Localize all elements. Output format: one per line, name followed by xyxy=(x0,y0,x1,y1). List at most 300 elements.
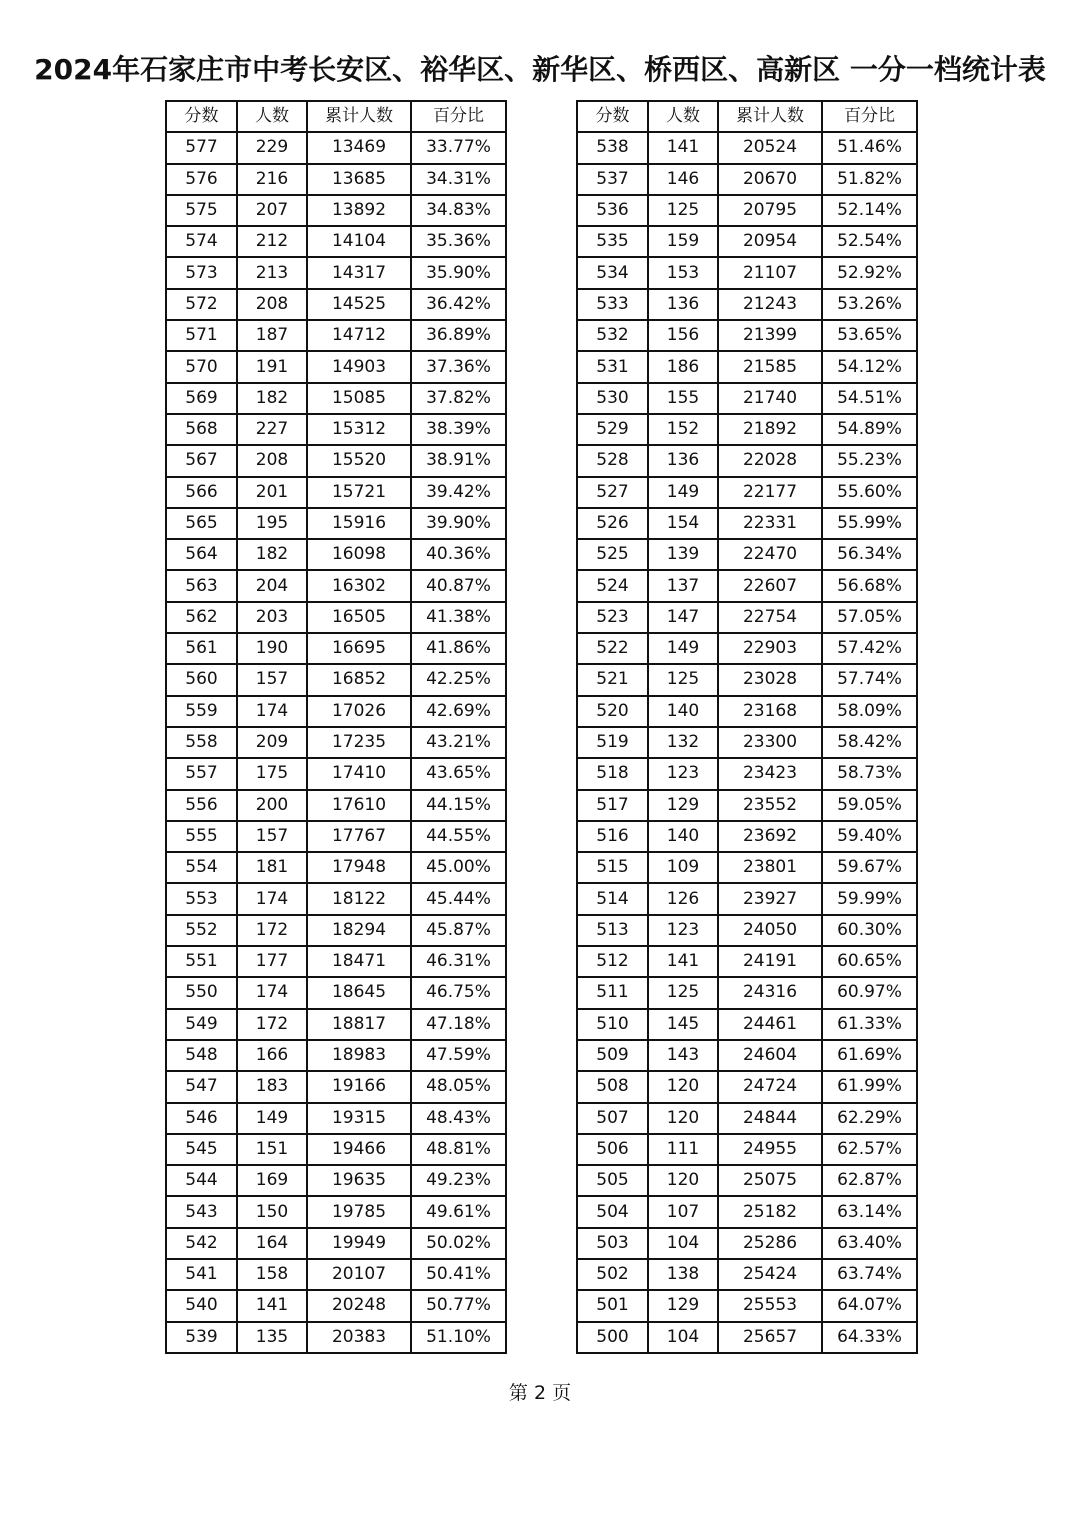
cell-percent: 58.42% xyxy=(822,727,917,758)
cell-score: 505 xyxy=(577,1165,648,1196)
cell-cumulative: 24724 xyxy=(718,1071,822,1102)
cell-cumulative: 18294 xyxy=(307,915,411,946)
cell-count: 227 xyxy=(237,414,307,445)
cell-score: 563 xyxy=(166,570,237,601)
table-row xyxy=(577,977,917,1008)
table-row xyxy=(166,257,506,288)
cell-count: 166 xyxy=(237,1040,307,1071)
cell-cumulative: 20383 xyxy=(307,1322,411,1353)
cell-score: 525 xyxy=(577,539,648,570)
cell-count: 141 xyxy=(648,132,718,163)
cell-cumulative: 16852 xyxy=(307,664,411,695)
header-count: 人数 xyxy=(237,101,307,132)
cell-score: 557 xyxy=(166,758,237,789)
cell-cumulative: 16695 xyxy=(307,633,411,664)
cell-cumulative: 23028 xyxy=(718,664,822,695)
table-row xyxy=(577,1009,917,1040)
table-row xyxy=(577,915,917,946)
cell-percent: 51.82% xyxy=(822,164,917,195)
cell-count: 183 xyxy=(237,1071,307,1102)
cell-count: 158 xyxy=(237,1259,307,1290)
table-row xyxy=(166,821,506,852)
cell-percent: 59.67% xyxy=(822,852,917,883)
cell-percent: 36.42% xyxy=(411,289,506,320)
table-row xyxy=(577,633,917,664)
cell-score: 517 xyxy=(577,790,648,821)
cell-percent: 43.21% xyxy=(411,727,506,758)
cell-score: 576 xyxy=(166,164,237,195)
cell-count: 208 xyxy=(237,445,307,476)
header-percent: 百分比 xyxy=(411,101,506,132)
cell-cumulative: 25286 xyxy=(718,1228,822,1259)
cell-percent: 56.68% xyxy=(822,570,917,601)
cell-percent: 34.83% xyxy=(411,195,506,226)
cell-cumulative: 25182 xyxy=(718,1196,822,1227)
cell-cumulative: 21892 xyxy=(718,414,822,445)
table-row xyxy=(166,570,506,601)
table-row xyxy=(166,477,506,508)
cell-score: 503 xyxy=(577,1228,648,1259)
cell-score: 512 xyxy=(577,946,648,977)
cell-cumulative: 23300 xyxy=(718,727,822,758)
cell-score: 545 xyxy=(166,1134,237,1165)
page-number: 第 2 页 xyxy=(508,1382,572,1404)
cell-score: 552 xyxy=(166,915,237,946)
cell-score: 564 xyxy=(166,539,237,570)
cell-count: 209 xyxy=(237,727,307,758)
cell-cumulative: 19166 xyxy=(307,1071,411,1102)
cell-count: 120 xyxy=(648,1103,718,1134)
table-row xyxy=(166,508,506,539)
cell-percent: 61.99% xyxy=(822,1071,917,1102)
cell-cumulative: 22903 xyxy=(718,633,822,664)
cell-percent: 55.60% xyxy=(822,477,917,508)
cell-percent: 62.29% xyxy=(822,1103,917,1134)
cell-percent: 61.69% xyxy=(822,1040,917,1071)
cell-percent: 60.30% xyxy=(822,915,917,946)
cell-cumulative: 17948 xyxy=(307,852,411,883)
cell-score: 509 xyxy=(577,1040,648,1071)
cell-percent: 37.82% xyxy=(411,383,506,414)
table-row xyxy=(577,1228,917,1259)
cell-score: 551 xyxy=(166,946,237,977)
cell-count: 195 xyxy=(237,508,307,539)
cell-cumulative: 18122 xyxy=(307,883,411,914)
cell-percent: 52.54% xyxy=(822,226,917,257)
cell-count: 126 xyxy=(648,883,718,914)
cell-percent: 55.23% xyxy=(822,445,917,476)
cell-score: 500 xyxy=(577,1322,648,1353)
cell-cumulative: 18817 xyxy=(307,1009,411,1040)
table-row xyxy=(166,1071,506,1102)
table-row xyxy=(577,946,917,977)
cell-cumulative: 16098 xyxy=(307,539,411,570)
table-row xyxy=(577,664,917,695)
table-row xyxy=(577,602,917,633)
cell-percent: 38.91% xyxy=(411,445,506,476)
cell-cumulative: 14903 xyxy=(307,351,411,382)
cell-percent: 63.14% xyxy=(822,1196,917,1227)
cell-cumulative: 13469 xyxy=(307,132,411,163)
cell-percent: 35.90% xyxy=(411,257,506,288)
cell-percent: 54.89% xyxy=(822,414,917,445)
cell-score: 529 xyxy=(577,414,648,445)
cell-cumulative: 23801 xyxy=(718,852,822,883)
cell-percent: 54.51% xyxy=(822,383,917,414)
cell-cumulative: 22331 xyxy=(718,508,822,539)
cell-score: 559 xyxy=(166,696,237,727)
table-row xyxy=(166,727,506,758)
table-header-row xyxy=(577,101,917,132)
table-row xyxy=(577,1290,917,1321)
cell-percent: 36.89% xyxy=(411,320,506,351)
cell-score: 542 xyxy=(166,1228,237,1259)
table-row xyxy=(166,1134,506,1165)
cell-cumulative: 22754 xyxy=(718,602,822,633)
cell-cumulative: 20954 xyxy=(718,226,822,257)
cell-percent: 54.12% xyxy=(822,351,917,382)
table-row xyxy=(166,383,506,414)
cell-cumulative: 23423 xyxy=(718,758,822,789)
cell-count: 174 xyxy=(237,977,307,1008)
cell-cumulative: 18471 xyxy=(307,946,411,977)
cell-percent: 37.36% xyxy=(411,351,506,382)
cell-score: 526 xyxy=(577,508,648,539)
table-row xyxy=(577,132,917,163)
cell-count: 129 xyxy=(648,1290,718,1321)
cell-percent: 63.74% xyxy=(822,1259,917,1290)
cell-percent: 59.05% xyxy=(822,790,917,821)
cell-count: 201 xyxy=(237,477,307,508)
table-row xyxy=(577,320,917,351)
cell-score: 501 xyxy=(577,1290,648,1321)
cell-count: 174 xyxy=(237,883,307,914)
cell-score: 572 xyxy=(166,289,237,320)
cell-percent: 60.97% xyxy=(822,977,917,1008)
cell-count: 204 xyxy=(237,570,307,601)
cell-percent: 48.05% xyxy=(411,1071,506,1102)
table-row xyxy=(577,1165,917,1196)
cell-score: 533 xyxy=(577,289,648,320)
cell-count: 186 xyxy=(648,351,718,382)
table-row xyxy=(577,758,917,789)
cell-score: 523 xyxy=(577,602,648,633)
cell-percent: 38.39% xyxy=(411,414,506,445)
cell-percent: 50.77% xyxy=(411,1290,506,1321)
page-title: 2024年石家庄市中考长安区、裕华区、新华区、桥西区、高新区 一分一档统计表 xyxy=(34,53,1046,86)
cell-cumulative: 18983 xyxy=(307,1040,411,1071)
cell-percent: 62.87% xyxy=(822,1165,917,1196)
cell-count: 229 xyxy=(237,132,307,163)
cell-cumulative: 15721 xyxy=(307,477,411,508)
cell-count: 141 xyxy=(237,1290,307,1321)
cell-percent: 53.65% xyxy=(822,320,917,351)
cell-score: 549 xyxy=(166,1009,237,1040)
cell-percent: 44.15% xyxy=(411,790,506,821)
cell-percent: 35.36% xyxy=(411,226,506,257)
cell-count: 153 xyxy=(648,257,718,288)
table-row xyxy=(577,508,917,539)
table-row xyxy=(166,289,506,320)
cell-count: 123 xyxy=(648,915,718,946)
cell-cumulative: 20107 xyxy=(307,1259,411,1290)
cell-percent: 60.65% xyxy=(822,946,917,977)
cell-percent: 57.05% xyxy=(822,602,917,633)
cell-count: 123 xyxy=(648,758,718,789)
cell-percent: 52.92% xyxy=(822,257,917,288)
cell-score: 536 xyxy=(577,195,648,226)
cell-percent: 40.36% xyxy=(411,539,506,570)
table-row xyxy=(577,1196,917,1227)
cell-score: 535 xyxy=(577,226,648,257)
cell-score: 519 xyxy=(577,727,648,758)
cell-count: 212 xyxy=(237,226,307,257)
cell-cumulative: 14104 xyxy=(307,226,411,257)
cell-percent: 42.25% xyxy=(411,664,506,695)
cell-count: 175 xyxy=(237,758,307,789)
table-row xyxy=(166,195,506,226)
cell-count: 143 xyxy=(648,1040,718,1071)
table-row xyxy=(166,977,506,1008)
cell-count: 129 xyxy=(648,790,718,821)
cell-count: 104 xyxy=(648,1228,718,1259)
cell-count: 169 xyxy=(237,1165,307,1196)
cell-percent: 64.07% xyxy=(822,1290,917,1321)
cell-percent: 45.87% xyxy=(411,915,506,946)
cell-score: 524 xyxy=(577,570,648,601)
cell-score: 528 xyxy=(577,445,648,476)
cell-percent: 43.65% xyxy=(411,758,506,789)
cell-score: 558 xyxy=(166,727,237,758)
cell-cumulative: 20795 xyxy=(718,195,822,226)
header-cumulative: 累计人数 xyxy=(307,101,411,132)
cell-cumulative: 17610 xyxy=(307,790,411,821)
cell-score: 562 xyxy=(166,602,237,633)
table-row xyxy=(166,539,506,570)
cell-cumulative: 21243 xyxy=(718,289,822,320)
cell-score: 548 xyxy=(166,1040,237,1071)
cell-count: 136 xyxy=(648,289,718,320)
cell-count: 146 xyxy=(648,164,718,195)
cell-cumulative: 19466 xyxy=(307,1134,411,1165)
cell-cumulative: 21585 xyxy=(718,351,822,382)
cell-count: 177 xyxy=(237,946,307,977)
cell-score: 511 xyxy=(577,977,648,1008)
cell-score: 508 xyxy=(577,1071,648,1102)
table-row xyxy=(166,790,506,821)
cell-cumulative: 16505 xyxy=(307,602,411,633)
cell-percent: 61.33% xyxy=(822,1009,917,1040)
cell-score: 554 xyxy=(166,852,237,883)
cell-score: 518 xyxy=(577,758,648,789)
cell-percent: 59.99% xyxy=(822,883,917,914)
cell-cumulative: 15916 xyxy=(307,508,411,539)
table-row xyxy=(166,226,506,257)
cell-score: 520 xyxy=(577,696,648,727)
cell-cumulative: 23168 xyxy=(718,696,822,727)
table-row xyxy=(577,445,917,476)
cell-count: 213 xyxy=(237,257,307,288)
cell-cumulative: 19785 xyxy=(307,1196,411,1227)
table-row xyxy=(577,414,917,445)
table-row xyxy=(577,696,917,727)
cell-cumulative: 13685 xyxy=(307,164,411,195)
table-row xyxy=(577,1259,917,1290)
cell-count: 140 xyxy=(648,696,718,727)
cell-count: 107 xyxy=(648,1196,718,1227)
cell-count: 154 xyxy=(648,508,718,539)
table-row xyxy=(577,852,917,883)
cell-percent: 44.55% xyxy=(411,821,506,852)
cell-score: 514 xyxy=(577,883,648,914)
cell-percent: 41.86% xyxy=(411,633,506,664)
cell-cumulative: 25657 xyxy=(718,1322,822,1353)
table-row xyxy=(166,414,506,445)
cell-percent: 51.46% xyxy=(822,132,917,163)
cell-score: 538 xyxy=(577,132,648,163)
cell-percent: 49.61% xyxy=(411,1196,506,1227)
cell-count: 182 xyxy=(237,539,307,570)
table-row xyxy=(577,1134,917,1165)
cell-score: 571 xyxy=(166,320,237,351)
cell-count: 190 xyxy=(237,633,307,664)
cell-count: 111 xyxy=(648,1134,718,1165)
table-row xyxy=(166,633,506,664)
table-row xyxy=(577,195,917,226)
cell-percent: 49.23% xyxy=(411,1165,506,1196)
cell-count: 157 xyxy=(237,821,307,852)
cell-score: 569 xyxy=(166,383,237,414)
cell-score: 570 xyxy=(166,351,237,382)
cell-score: 530 xyxy=(577,383,648,414)
cell-cumulative: 23927 xyxy=(718,883,822,914)
cell-score: 566 xyxy=(166,477,237,508)
cell-count: 182 xyxy=(237,383,307,414)
cell-percent: 57.42% xyxy=(822,633,917,664)
cell-percent: 53.26% xyxy=(822,289,917,320)
table-row xyxy=(166,1228,506,1259)
cell-score: 534 xyxy=(577,257,648,288)
cell-percent: 63.40% xyxy=(822,1228,917,1259)
table-row xyxy=(166,132,506,163)
cell-count: 120 xyxy=(648,1071,718,1102)
cell-score: 565 xyxy=(166,508,237,539)
cell-count: 135 xyxy=(237,1322,307,1353)
table-row xyxy=(166,1196,506,1227)
cell-cumulative: 25075 xyxy=(718,1165,822,1196)
header-percent: 百分比 xyxy=(822,101,917,132)
cell-percent: 48.43% xyxy=(411,1103,506,1134)
cell-cumulative: 24191 xyxy=(718,946,822,977)
cell-percent: 55.99% xyxy=(822,508,917,539)
table-row xyxy=(166,164,506,195)
table-row xyxy=(166,664,506,695)
cell-cumulative: 16302 xyxy=(307,570,411,601)
cell-score: 574 xyxy=(166,226,237,257)
score-table-left xyxy=(165,100,507,1354)
cell-cumulative: 14712 xyxy=(307,320,411,351)
cell-percent: 62.57% xyxy=(822,1134,917,1165)
table-row xyxy=(166,758,506,789)
cell-percent: 58.73% xyxy=(822,758,917,789)
table-row xyxy=(577,226,917,257)
cell-count: 132 xyxy=(648,727,718,758)
table-row xyxy=(577,164,917,195)
cell-count: 149 xyxy=(648,633,718,664)
cell-score: 561 xyxy=(166,633,237,664)
cell-percent: 47.59% xyxy=(411,1040,506,1071)
table-row xyxy=(166,852,506,883)
cell-cumulative: 15312 xyxy=(307,414,411,445)
header-cumulative: 累计人数 xyxy=(718,101,822,132)
cell-percent: 59.40% xyxy=(822,821,917,852)
cell-cumulative: 22028 xyxy=(718,445,822,476)
cell-count: 159 xyxy=(648,226,718,257)
cell-cumulative: 13892 xyxy=(307,195,411,226)
cell-score: 567 xyxy=(166,445,237,476)
cell-percent: 45.00% xyxy=(411,852,506,883)
cell-cumulative: 24844 xyxy=(718,1103,822,1134)
cell-percent: 42.69% xyxy=(411,696,506,727)
cell-cumulative: 22470 xyxy=(718,539,822,570)
cell-count: 149 xyxy=(237,1103,307,1134)
cell-percent: 57.74% xyxy=(822,664,917,695)
cell-percent: 34.31% xyxy=(411,164,506,195)
table-row xyxy=(166,445,506,476)
cell-score: 550 xyxy=(166,977,237,1008)
cell-cumulative: 22607 xyxy=(718,570,822,601)
cell-cumulative: 17235 xyxy=(307,727,411,758)
cell-count: 200 xyxy=(237,790,307,821)
table-row xyxy=(166,602,506,633)
cell-cumulative: 24050 xyxy=(718,915,822,946)
table-row xyxy=(577,383,917,414)
table-row xyxy=(577,883,917,914)
cell-count: 157 xyxy=(237,664,307,695)
cell-cumulative: 17026 xyxy=(307,696,411,727)
cell-percent: 39.90% xyxy=(411,508,506,539)
table-row xyxy=(166,915,506,946)
table-row xyxy=(577,1040,917,1071)
cell-count: 156 xyxy=(648,320,718,351)
cell-percent: 41.38% xyxy=(411,602,506,633)
cell-percent: 45.44% xyxy=(411,883,506,914)
cell-score: 568 xyxy=(166,414,237,445)
cell-percent: 39.42% xyxy=(411,477,506,508)
cell-score: 510 xyxy=(577,1009,648,1040)
cell-cumulative: 18645 xyxy=(307,977,411,1008)
cell-score: 539 xyxy=(166,1322,237,1353)
cell-cumulative: 22177 xyxy=(718,477,822,508)
cell-count: 187 xyxy=(237,320,307,351)
cell-cumulative: 21107 xyxy=(718,257,822,288)
table-row xyxy=(577,821,917,852)
cell-count: 147 xyxy=(648,602,718,633)
cell-score: 560 xyxy=(166,664,237,695)
cell-score: 516 xyxy=(577,821,648,852)
table-row xyxy=(577,539,917,570)
cell-count: 109 xyxy=(648,852,718,883)
cell-score: 531 xyxy=(577,351,648,382)
cell-percent: 50.02% xyxy=(411,1228,506,1259)
cell-count: 164 xyxy=(237,1228,307,1259)
table-row xyxy=(577,1322,917,1353)
cell-score: 532 xyxy=(577,320,648,351)
cell-count: 125 xyxy=(648,195,718,226)
cell-count: 174 xyxy=(237,696,307,727)
cell-count: 181 xyxy=(237,852,307,883)
table-row xyxy=(166,1009,506,1040)
